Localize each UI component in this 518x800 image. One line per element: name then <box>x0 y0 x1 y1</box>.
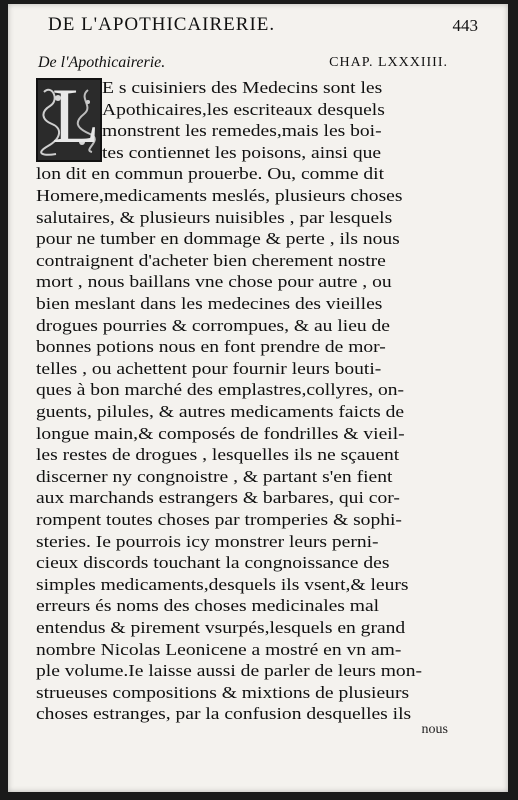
text-line: pour ne tumber en dommage & perte , ils nous <box>36 229 400 249</box>
text-line: telles , ou achettent pour fournir leurs bouti- <box>36 358 382 378</box>
text-line: ques à bon marché des emplastres,collyres, on- <box>36 380 405 400</box>
text-line: bonnes potions nous en font prendre de mor- <box>36 337 386 357</box>
text-line: les restes de drogues , lesquelles ils ne sçauent <box>36 445 400 465</box>
text-line: nombre Nicolas Leonicene a mostré en vn am- <box>36 639 402 659</box>
text-line: entendus & pirement vsurpés,lesquels en grand <box>36 618 406 637</box>
text-line: tes contiennet les poisons, ainsi que <box>102 142 382 162</box>
text-line: bien meslant dans les medecines des vieilles <box>36 294 383 313</box>
text-line: guents, pilules, & autres medicaments faicts de <box>36 402 405 421</box>
ornamental-initial <box>36 72 102 162</box>
text-line: salutaires, & plusieurs nuisibles , par lesquels <box>36 207 393 227</box>
text-line: steries. Ie pourrois icy monstrer leurs perni- <box>36 531 379 551</box>
text-line: choses estranges, par la confusion desquelles ils <box>36 704 412 724</box>
text-line: lon dit en commun prouerbe. Ou, comme dit <box>36 164 385 184</box>
text-line: ple volume.Ie laisse aussi de parler de leurs mon- <box>36 661 423 681</box>
text-line: drogues pourries & corrompues, & au lieu de <box>36 315 390 335</box>
running-head: De l'Apothicairerie. <box>38 54 166 71</box>
text-line: cieux discords touchant la congnoissance des <box>36 553 390 573</box>
text-line: mort , nous baillans vne chose pour autre , ou <box>36 272 392 292</box>
text-line: aux marchands estrangers & barbares, qui cor- <box>36 488 400 508</box>
chapter-label: CHAP. LXXXIIII. <box>329 55 448 70</box>
text-line: rompent toutes choses par tromperies & sophi- <box>36 510 402 529</box>
text-line: longue main,& composés de fondrilles & vieil- <box>36 423 405 443</box>
text-line: contraignent d'acheter bien cherement nostre <box>36 250 386 270</box>
catchword: nous <box>421 722 448 737</box>
book-page <box>8 4 508 792</box>
text-line: simples medicaments,desquels ils vsent,& leurs <box>36 574 409 594</box>
text-line: Apothicaires,les escriteaux desquels <box>102 99 385 119</box>
text-line: monstrent les remedes,mais les boi- <box>102 121 382 141</box>
text-line: E s cuisiniers des Medecins sont les <box>102 78 383 97</box>
page-number: 443 <box>452 16 478 35</box>
text-line: strueuses compositions & mixtions de plusieurs <box>36 682 410 702</box>
text-line: Homere,medicaments meslés, plusieurs choses <box>36 186 403 205</box>
text-line: erreurs és noms des choses medicinales mal <box>36 596 380 616</box>
drop-cap-letter: L <box>52 72 100 159</box>
page-header-title: DE L'APOTHICAIRERIE. <box>48 14 276 35</box>
text-line: discerner ny congnoistre , & partant s'en fient <box>36 466 393 486</box>
